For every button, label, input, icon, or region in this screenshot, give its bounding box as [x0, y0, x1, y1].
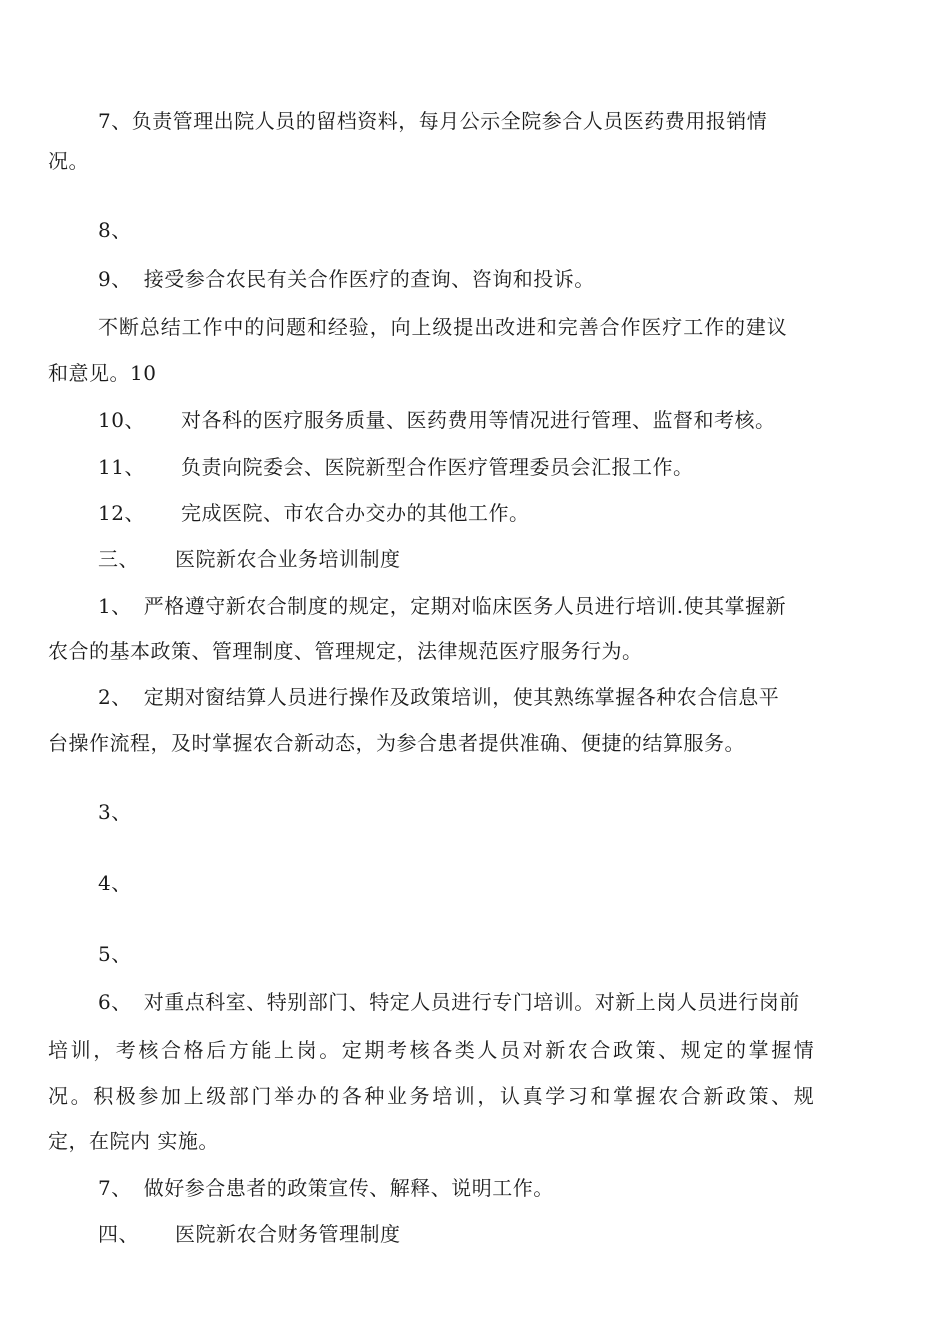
item-number: 3、 [98, 800, 132, 824]
section-title: 医院新农合财务管理制度 [175, 1222, 401, 1246]
paragraph-line: 况。积极参加上级部门举办的各种业务培训，认真学习和掌握农合新政策、规 [48, 1084, 817, 1108]
item-number: 9、 [98, 267, 132, 291]
item-number: 10、 [98, 408, 145, 432]
item-number: 5、 [98, 942, 132, 966]
paragraph-line [98, 499, 529, 527]
item-number: 2、 [98, 685, 132, 709]
paragraph-line [98, 265, 595, 293]
paragraph-line: 况。 [48, 149, 89, 173]
section-heading [98, 545, 401, 573]
paragraph-line: 台操作流程，及时掌握农合新动态，为参合患者提供准确、便捷的结算服务。 [48, 731, 745, 755]
section-title: 医院新农合业务培训制度 [175, 547, 401, 571]
item-number: 7、 [98, 1176, 132, 1200]
paragraph-line: 培训，考核合格后方能上岗。定期考核各类人员对新农合政策、规定的掌握情 [48, 1038, 817, 1062]
item-text: 做好参合患者的政策宣传、解释、说明工作。 [143, 1176, 554, 1200]
paragraph-line: 农合的基本政策、管理制度、管理规定，法律规范医疗服务行为。 [48, 639, 643, 663]
paragraph-line: 不断总结工作中的问题和经验，向上级提出改进和完善合作医疗工作的建议 [98, 315, 788, 339]
item-text: 完成医院、市农合办交办的其他工作。 [180, 501, 530, 525]
item-text: 严格遵守新农合制度的规定，定期对临床医务人员进行培训.使其掌握新 [143, 594, 787, 618]
paragraph-line [98, 107, 767, 135]
section-heading [98, 1220, 401, 1248]
item-text: 接受参合农民有关合作医疗的查询、咨询和投诉。 [143, 267, 595, 291]
item-text: 对重点科室、特别部门、特定人员进行专门培训。对新上岗人员进行岗前 [143, 990, 800, 1014]
section-number: 三、 [98, 547, 139, 571]
item-text: 负责向院委会、医院新型合作医疗管理委员会汇报工作。 [180, 455, 694, 479]
item-text: 负责管理出院人员的留档资料，每月公示全院参合人员医药费用报销情 [131, 109, 768, 133]
paragraph-line [98, 592, 786, 620]
item-number: 1、 [98, 594, 132, 618]
paragraph-line [98, 1174, 554, 1202]
paragraph-line: 定，在院内 实施。 [48, 1129, 219, 1153]
paragraph-line [98, 988, 800, 1016]
item-number: 11、 [98, 455, 145, 479]
section-number: 四、 [98, 1222, 139, 1246]
paragraph-line: 和意见。10 [48, 361, 157, 385]
item-number: 4、 [98, 871, 132, 895]
item-number: 12、 [98, 501, 145, 525]
paragraph-line [98, 453, 693, 481]
item-text: 对各科的医疗服务质量、医药费用等情况进行管理、监督和考核。 [180, 408, 776, 432]
item-number: 7、 [98, 109, 132, 133]
item-number: 8、 [98, 218, 132, 242]
paragraph-line [98, 683, 779, 711]
item-number: 6、 [98, 990, 132, 1014]
paragraph-line [98, 406, 775, 434]
item-text: 定期对窗结算人员进行操作及政策培训，使其熟练掌握各种农合信息平 [143, 685, 780, 709]
